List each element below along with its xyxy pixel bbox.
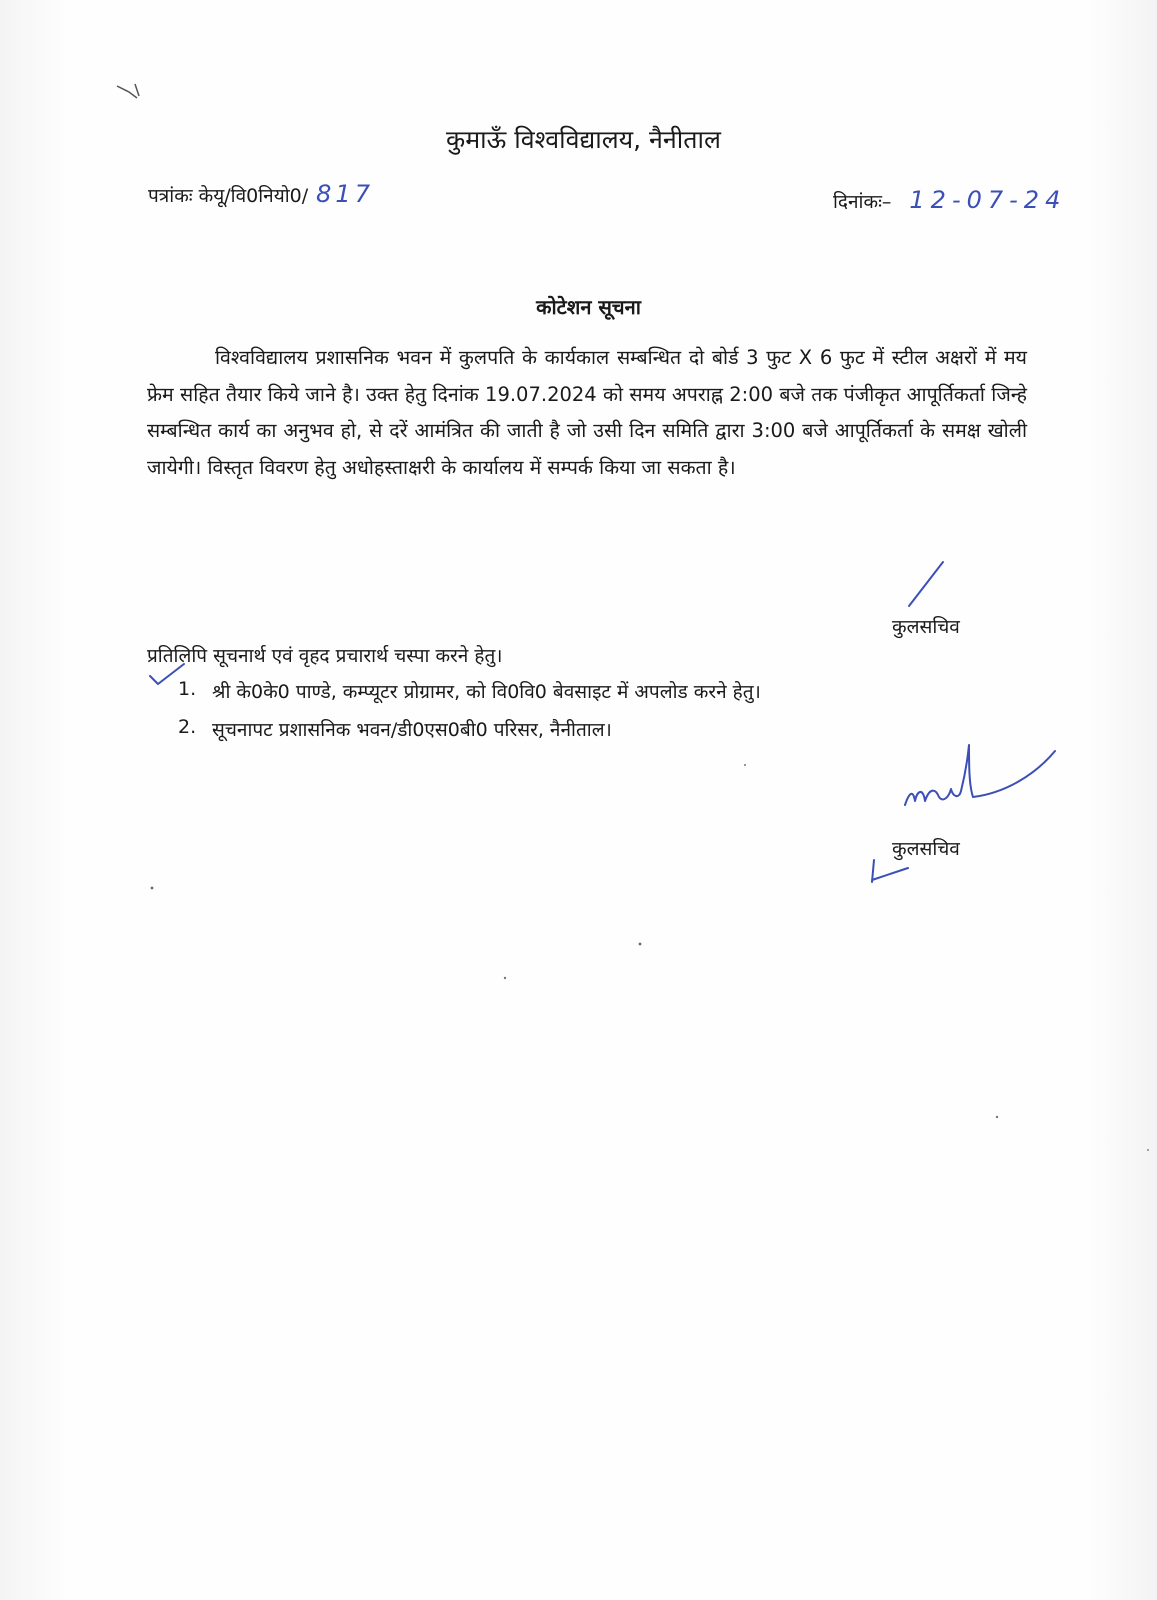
signatory-registrar-1: कुलसचिव: [892, 616, 960, 638]
signatory-registrar-2: कुलसचिव: [892, 838, 960, 860]
notice-body: विश्वविद्यालय प्रशासनिक भवन में कुलपति के कार्यकाल सम्बन्धित दो बोर्ड 3 फुट X 6 फुट में स्टील अक्षरों में मय फ्रेम सहित तैयार किये जाने है। उक्त हेतु दिनांक 19.07.2024 को समय अपराह्न 2:00 बजे तक पंजीकृत आपूर्तिकर्ता जिन्हे सम्बन्धित कार्य का अनुभव हो, से दरें आमंत्रित की जाती है जो उसी दिन समिति द्वारा 3:00 बजे आपूर्तिकर्ता के समक्ष खोली जायेगी। विस्तृत विवरण हेतु अधोहस्ताक्षरी के कार्यालय में सम्पर्क किया जा सकता है।: [147, 346, 1027, 479]
notice-heading: कोटेशन सूचना: [536, 295, 641, 319]
handwritten-reference-number: 817: [316, 180, 374, 208]
university-title: कुमाऊँ विश्वविद्यालय, नैनीताल: [446, 125, 721, 154]
list-item: 2. सूचनापट प्रशासनिक भवन/डी0एस0बी0 परिसर, नैनीताल।: [178, 716, 612, 741]
reference-label: पत्रांकः केयू/वि0नियो0/: [148, 185, 309, 207]
date-label: दिनांकः–: [833, 191, 892, 213]
handwritten-date: 12-07-24: [909, 186, 1067, 214]
copy-heading: प्रतिलिपि सूचनार्थ एवं वृहद प्रचारार्थ चस्पा करने हेतु।: [147, 645, 503, 667]
list-item: 1. श्री के0के0 पाण्डे, कम्प्यूटर प्रोग्रामर, को वि0वि0 बेवसाइट में अपलोड करने हेतु।: [178, 678, 761, 703]
